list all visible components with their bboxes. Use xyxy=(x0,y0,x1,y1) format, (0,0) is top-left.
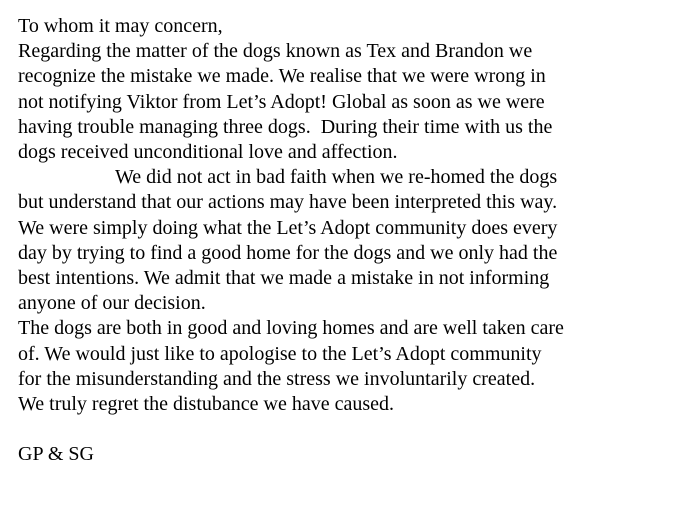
letter-line: dogs received unconditional love and affection. xyxy=(18,141,398,164)
letter-line: having trouble managing three dogs. During their time with us the xyxy=(18,115,553,138)
signature: GP & SG xyxy=(18,443,94,466)
letter-line: We truly regret the distubance we have caused. xyxy=(18,393,395,416)
letter-line: of. We would just like to apologise to the Let’s Adopt community xyxy=(18,342,542,365)
letter-line-indented: We did not act in bad faith when we re-homed the dogs xyxy=(115,166,558,189)
salutation: To whom it may concern, xyxy=(18,15,223,37)
letter-line: for the misunderstanding and the stress we involuntarily created. xyxy=(18,367,536,390)
letter-line: day by trying to find a good home for the dogs and we only had the xyxy=(18,241,558,264)
letter-line: best intentions. We admit that we made a mistake in not informing xyxy=(18,267,550,290)
letter-body xyxy=(18,14,668,468)
letter-line: The dogs are both in good and loving homes and are well taken care xyxy=(18,317,564,340)
letter-line: anyone of our decision. xyxy=(18,292,206,315)
letter-line: recognize the mistake we made. We realise that we were wrong in xyxy=(18,65,546,88)
letter-line: Regarding the matter of the dogs known as Tex and Brandon we xyxy=(18,40,533,63)
letter-line: but understand that our actions may have been interpreted this way. xyxy=(18,191,558,214)
letter-line: We were simply doing what the Let’s Adopt community does every xyxy=(18,216,558,239)
blank-line xyxy=(18,417,668,442)
letter-line: not notifying Viktor from Let’s Adopt! Global as soon as we were xyxy=(18,90,545,113)
